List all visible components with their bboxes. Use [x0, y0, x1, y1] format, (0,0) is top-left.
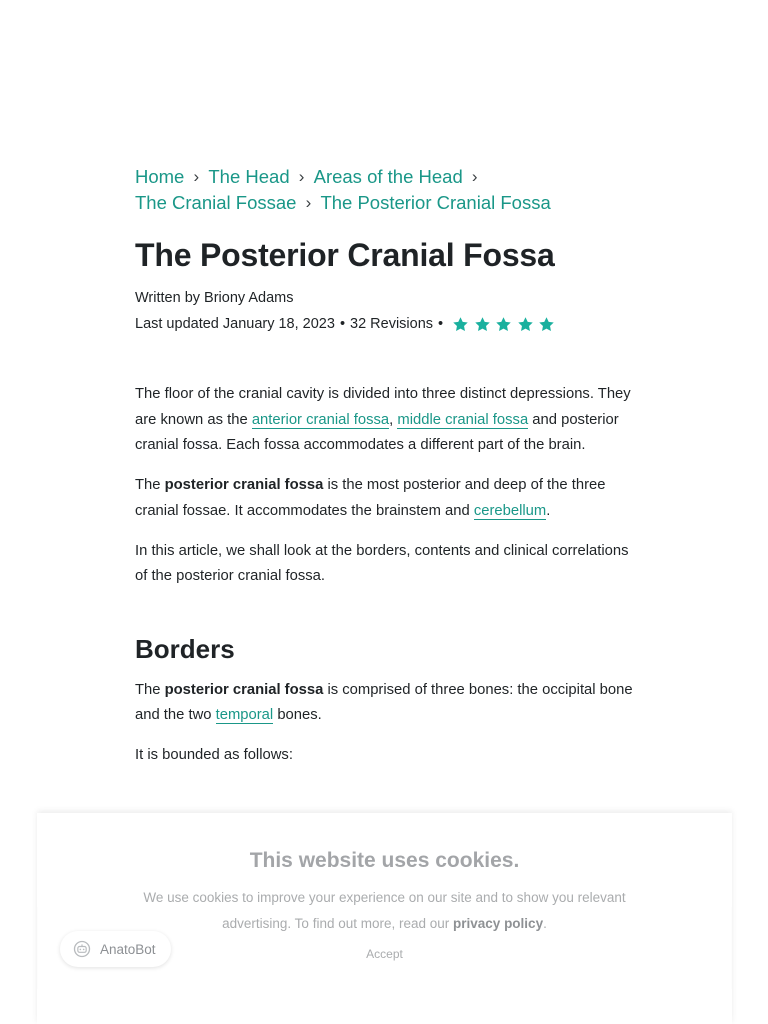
bold-term: posterior cranial fossa: [164, 477, 324, 493]
accept-cookies-button[interactable]: Accept: [360, 946, 409, 962]
temporal-link[interactable]: temporal: [215, 707, 274, 723]
star-icon: [517, 316, 534, 333]
star-icon: [538, 316, 555, 333]
breadcrumb-line-2: [135, 190, 635, 216]
breadcrumb-chevron-icon: ›: [298, 167, 305, 186]
breadcrumb-home[interactable]: Home: [135, 166, 185, 187]
cookie-title: This website uses cookies.: [249, 849, 520, 872]
cerebellum-link[interactable]: cerebellum: [473, 502, 547, 519]
breadcrumb-the-head[interactable]: The Head: [208, 166, 290, 187]
text-run: and posterior cranial fossa. Each fossa accommodates a different part of the brain.: [135, 411, 619, 453]
breadcrumb-line-1: [135, 164, 635, 190]
bold-term: posterior cranial fossa: [164, 681, 324, 698]
text-run: We use cookies to improve your experience on our site and to show you relevant advertising. To find out more, read our: [143, 890, 626, 931]
cookie-message: [125, 885, 645, 936]
breadcrumb-current-page[interactable]: The Posterior Cranial Fossa: [320, 192, 551, 213]
breadcrumb-chevron-icon: ›: [305, 193, 312, 212]
second-paragraph: [135, 473, 635, 524]
article-body: [135, 382, 635, 769]
star-icon: [452, 316, 469, 333]
page-title: The Posterior Cranial Fossa: [135, 237, 555, 273]
text-run: The: [135, 477, 165, 493]
cookie-banner: [37, 813, 732, 1024]
text-run: .: [546, 502, 551, 519]
author-byline: Written by Briony Adams: [135, 290, 294, 306]
text-run: bones.: [273, 707, 322, 723]
anatobot-label: AnatoBot: [100, 941, 156, 957]
rating-stars[interactable]: [452, 316, 560, 333]
text-run: is the most posterior and deep of the three cranial fossae. It accommodates the brainstem and: [135, 477, 606, 519]
article-meta: [135, 314, 635, 334]
breadcrumb-chevron-icon: ›: [471, 167, 478, 186]
third-paragraph: In this article, we shall look at the borders, contents and clinical correlations of the posterior cranial fossa.: [135, 542, 629, 584]
last-updated: Last updated January 18, 2023: [135, 316, 335, 332]
article-content: [135, 164, 635, 783]
privacy-policy-link[interactable]: privacy policy: [453, 915, 544, 931]
middle-cranial-fossa-link[interactable]: middle cranial fossa: [397, 411, 529, 428]
borders-paragraph: [135, 678, 635, 729]
revisions-count[interactable]: 32 Revisions: [350, 316, 434, 332]
breadcrumb-chevron-icon: ›: [193, 167, 200, 186]
star-icon: [474, 316, 491, 333]
text-run: ,: [389, 411, 398, 428]
meta-separator: •: [339, 316, 346, 332]
bounded-paragraph: It is bounded as follows:: [135, 747, 293, 763]
breadcrumb-areas-of-the-head[interactable]: Areas of the Head: [313, 166, 463, 187]
breadcrumb-cranial-fossae[interactable]: The Cranial Fossae: [135, 192, 297, 213]
text-run: is comprised of three bones: the occipital bone and the two: [135, 681, 633, 723]
breadcrumb: [135, 164, 635, 216]
bot-icon: [72, 939, 92, 959]
anterior-cranial-fossa-link[interactable]: anterior cranial fossa: [251, 411, 390, 428]
star-icon: [495, 316, 512, 333]
anatobot-button[interactable]: [60, 931, 171, 967]
meta-separator: •: [438, 316, 444, 332]
borders-heading: Borders: [135, 633, 235, 664]
text-run: The floor of the cranial cavity is divided into three distinct depressions. They are known as the: [135, 386, 631, 428]
text-run: The: [135, 681, 165, 698]
text-run: .: [543, 915, 547, 931]
intro-paragraph: [135, 382, 635, 459]
